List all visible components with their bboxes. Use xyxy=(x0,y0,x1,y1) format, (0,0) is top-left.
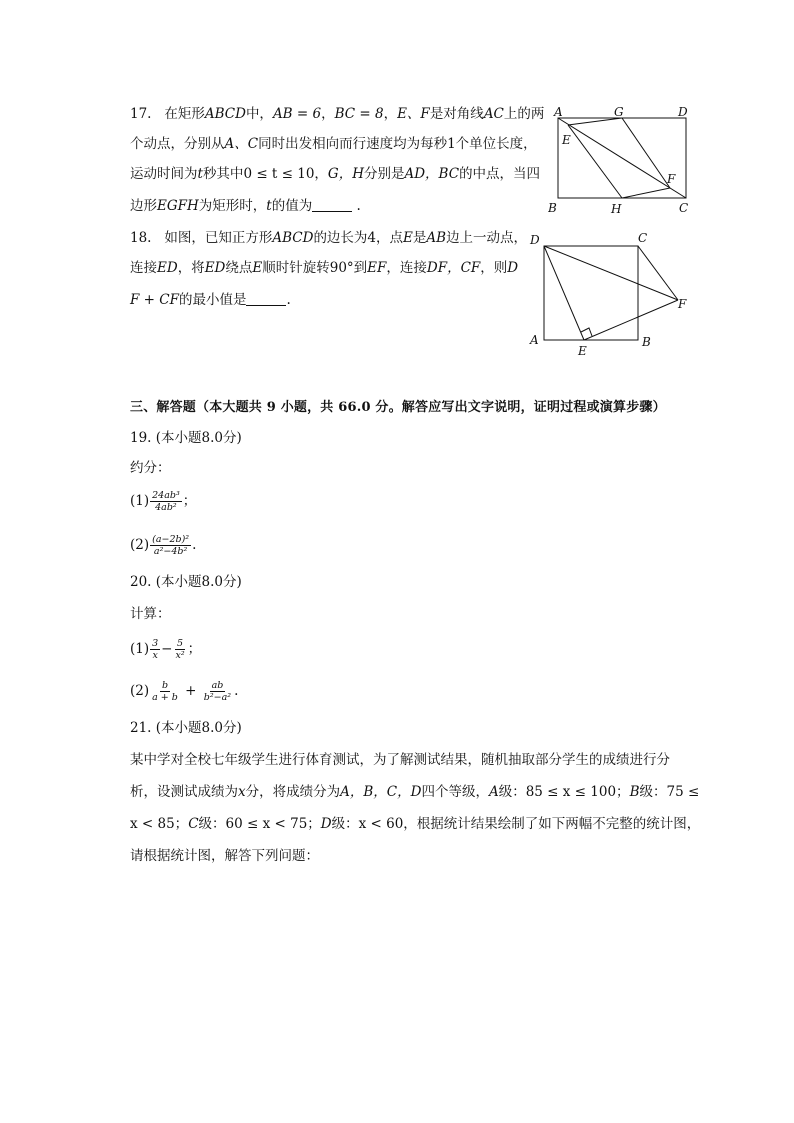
q21-text: 析，设测试成绩为 xyxy=(130,784,238,800)
q17-text: 在矩形 xyxy=(164,106,205,122)
q17-range: 0 ≤ t ≤ 10 xyxy=(243,166,315,182)
q18-text: 顺时针旋转90°到 xyxy=(262,260,368,276)
q18-ed: ED xyxy=(157,260,178,276)
denominator: x² xyxy=(175,650,185,661)
q18-text: 的边长为4，点 xyxy=(313,230,404,246)
q17-text: 运动时间为 xyxy=(130,166,198,182)
q17-ac-points: A、C xyxy=(224,136,259,152)
q17-gh: G，H xyxy=(327,166,364,182)
q20-intro: 计算： xyxy=(130,606,171,622)
q18-text: 的最小值是 xyxy=(178,292,247,308)
q18-text: . xyxy=(286,292,291,308)
q20-part-2 xyxy=(130,680,238,703)
q21-line-2 xyxy=(130,782,699,802)
q17-t: t xyxy=(266,198,272,214)
q17-text: 个动点，分别从 xyxy=(130,136,225,152)
q18-ab: AB xyxy=(426,230,447,246)
q21-grade-d: D xyxy=(320,816,332,832)
segment-fh xyxy=(622,188,670,198)
q17-text: 同时出发相向而行速度均为每秒1个单位长度， xyxy=(258,136,537,152)
q21-grades: A，B，C，D xyxy=(340,784,422,800)
answer-blank[interactable] xyxy=(246,291,286,306)
q21-line-4: 请根据统计图，解答下列问题： xyxy=(130,848,319,864)
q17-text: 秒其中 xyxy=(202,166,244,182)
q17-t: t xyxy=(197,166,203,182)
q17-text: 边形 xyxy=(130,198,157,214)
fraction xyxy=(202,680,233,703)
q17-text: 上的两 xyxy=(503,106,545,122)
q18-text: 连接 xyxy=(130,260,157,276)
right-angle-mark xyxy=(581,328,592,336)
q21-grade-c: C xyxy=(188,816,199,832)
q17-rect-name: ABCD xyxy=(204,106,246,122)
q17-text: 分别是 xyxy=(363,166,405,182)
q17-figure xyxy=(548,104,698,216)
label-d: D xyxy=(530,233,540,247)
punctuation: ； xyxy=(187,641,202,657)
fraction xyxy=(150,638,160,661)
denominator: b²−a² xyxy=(203,692,232,703)
fraction xyxy=(150,490,182,513)
label-f: F xyxy=(667,172,676,186)
label-d: D xyxy=(678,105,688,119)
square-abcd xyxy=(544,246,638,340)
part-label: (2) xyxy=(130,683,150,699)
q21-line-1: 某中学对全校七年级学生进行体育测试，为了解测试结果，随机抽取部分学生的成绩进行分 xyxy=(130,752,670,768)
part-label: (1) xyxy=(130,493,150,509)
q21-line-3 xyxy=(130,814,700,834)
q20-part-1 xyxy=(130,638,201,661)
q18-text: ，则 xyxy=(480,260,508,276)
denominator: x xyxy=(152,650,158,661)
q18-text: ，连接 xyxy=(386,260,427,276)
q18-text: 如图，已知正方形 xyxy=(164,230,273,246)
label-b: B xyxy=(642,335,651,349)
q20-head: 20. (本小题8.0分) xyxy=(130,574,242,590)
q21-grade-b: B xyxy=(629,784,640,800)
label-c: C xyxy=(638,231,648,245)
q18-line-3 xyxy=(130,290,291,310)
q18-number: 18. xyxy=(130,230,152,246)
q21-text: 四个等级， xyxy=(421,784,489,800)
denominator: a + b xyxy=(152,692,178,703)
q17-ac: AC xyxy=(483,106,504,122)
answer-blank[interactable] xyxy=(312,197,352,212)
segment-gf xyxy=(622,118,670,188)
segment-he xyxy=(568,125,622,198)
q21-text: 级：75 ≤ xyxy=(639,784,700,800)
q18-e: E xyxy=(403,230,413,246)
q18-text: 是 xyxy=(412,230,427,246)
q17-egfh: EGFH xyxy=(157,198,199,214)
q18-text: 边上一动点， xyxy=(446,230,528,246)
operator: + xyxy=(180,683,201,699)
q17-ad-bc: AD，BC xyxy=(404,166,460,182)
q21-text: 分，将成绩分为 xyxy=(245,784,341,800)
punctuation: ； xyxy=(182,493,197,509)
q18-e: E xyxy=(252,260,263,276)
q17-line-3 xyxy=(130,164,540,184)
fraction xyxy=(173,638,186,661)
q17-line-1: 17. 在矩形ABCD中，AB = 6，BC = 8，E、F是对角线AC上的两 xyxy=(130,106,545,122)
part-label: (1) xyxy=(130,641,150,657)
diagonal-ac xyxy=(558,118,686,198)
fraction xyxy=(150,534,191,557)
segment-eg xyxy=(568,118,622,125)
denominator: 4ab² xyxy=(155,502,177,513)
q21-text: 级：x < 60，根据统计结果绘制了如下两幅不完整的统计图， xyxy=(331,816,701,832)
q18-text: ，将 xyxy=(177,260,205,276)
label-a: A xyxy=(554,105,563,119)
q19-head: 19. (本小题8.0分) xyxy=(130,430,242,446)
numerator: 3 xyxy=(152,638,159,649)
q18-line-1 xyxy=(130,228,527,248)
q18-ef: EF xyxy=(367,260,387,276)
label-b: B xyxy=(548,201,557,215)
q17-text: 的中点，当四 xyxy=(459,166,541,182)
q21-text: 级：85 ≤ x ≤ 100； xyxy=(498,784,630,800)
q18-df-cf: DF，CF xyxy=(426,260,481,276)
q17-bc: BC = 8 xyxy=(334,106,384,122)
q21-text: 级：60 ≤ x < 75； xyxy=(198,816,321,832)
q19-part-2 xyxy=(130,534,196,557)
q21-head: 21. (本小题8.0分) xyxy=(130,720,242,736)
q18-line-2 xyxy=(130,258,518,278)
segment-ef xyxy=(584,300,678,340)
operator: − xyxy=(161,641,173,657)
q17-line-2 xyxy=(130,134,537,154)
q17-text: 中， xyxy=(245,106,273,122)
punctuation: . xyxy=(192,537,197,553)
label-e: E xyxy=(562,133,571,147)
q17-number: 17. xyxy=(130,106,152,122)
q17-line-4 xyxy=(130,196,361,216)
numerator: b xyxy=(161,680,169,691)
fraction xyxy=(150,680,180,703)
part-label: (2) xyxy=(130,537,150,553)
numerator: 5 xyxy=(177,638,184,649)
q17-text: 的值为 xyxy=(271,198,313,214)
q21-grade-a: A xyxy=(488,784,499,800)
label-f: F xyxy=(678,297,687,311)
q17-text: ， xyxy=(383,106,398,122)
punctuation: . xyxy=(234,683,239,699)
label-a: A xyxy=(530,333,539,347)
numerator: ab xyxy=(211,680,224,691)
q18-text: 绕点 xyxy=(225,260,253,276)
q19-intro: 约分： xyxy=(130,460,171,476)
section-heading: 三、解答题（本大题共 9 小题，共 66.0 分。解答应写出文字说明，证明过程或演算步骤） xyxy=(130,400,666,415)
numerator: 24ab³ xyxy=(152,490,180,501)
q21-x: x xyxy=(238,784,246,800)
q18-figure xyxy=(526,228,696,358)
label-e: E xyxy=(578,344,587,358)
q21-text: x < 85； xyxy=(130,816,189,832)
q17-text: 是对角线 xyxy=(429,106,484,122)
denominator: a²−4b² xyxy=(153,546,188,557)
q18-square: ABCD xyxy=(272,230,314,246)
q17-ab: AB = 6 xyxy=(272,106,322,122)
label-h: H xyxy=(611,202,622,216)
label-g: G xyxy=(614,105,624,119)
q18-ed: ED xyxy=(204,260,226,276)
q19-part-1 xyxy=(130,490,196,513)
q18-d: D xyxy=(507,260,519,276)
q17-ef: E、F xyxy=(397,106,430,122)
numerator: (a−2b)² xyxy=(152,534,190,545)
q17-text: . xyxy=(352,198,361,214)
q18-df-cf-sum: F + CF xyxy=(130,292,179,308)
label-c: C xyxy=(679,201,689,215)
q17-text: ， xyxy=(314,166,328,182)
q17-text: 为矩形时， xyxy=(198,198,267,214)
